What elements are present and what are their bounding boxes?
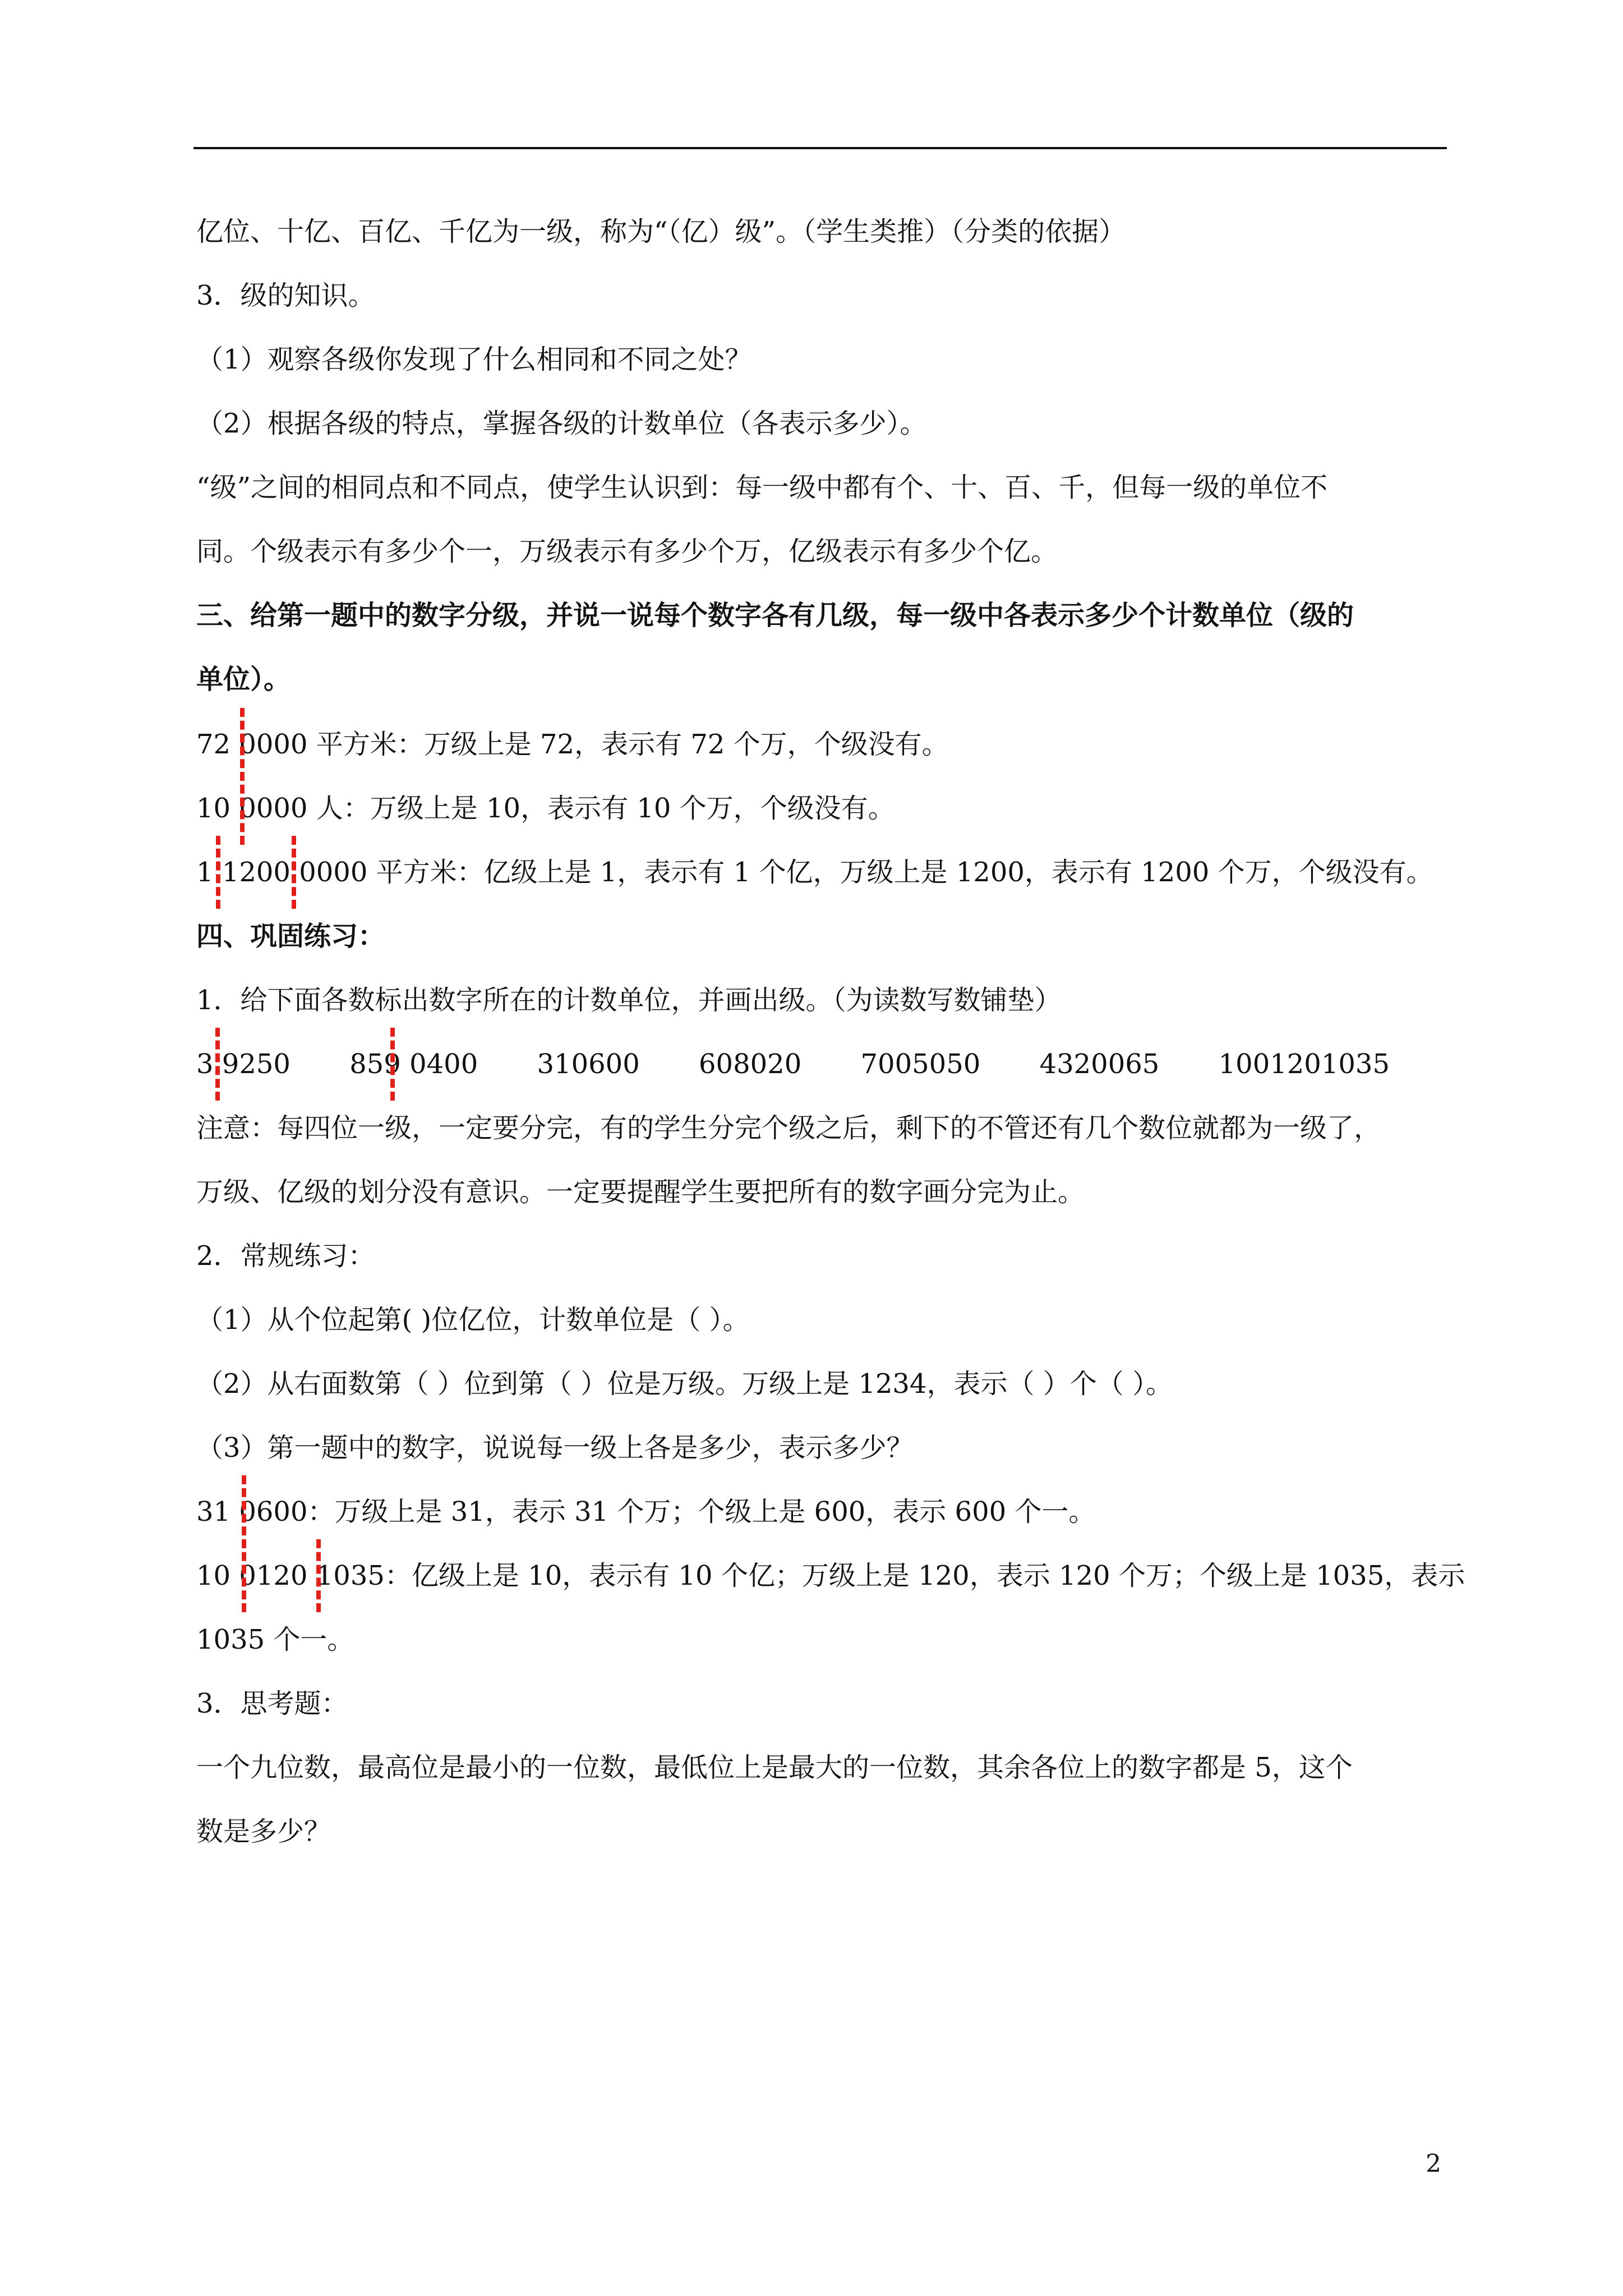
answer-line: 1035 个一。 [196, 1624, 354, 1655]
level-divider-mark [240, 708, 245, 781]
number-item: 4320065 [1039, 1048, 1160, 1080]
level-divider-mark [240, 772, 245, 845]
text-line: 亿位、十亿、百亿、千亿为一级，称为“（亿）级”。（学生类推）（分类的依据） [196, 216, 1126, 247]
level-divider-mark [242, 1539, 246, 1612]
question-line: 一个九位数，最高位是最小的一位数，最低位上是最大的一位数，其余各位上的数字都是 5，这个 [196, 1752, 1353, 1783]
example-line: 72 0000 平方米：万级上是 72，表示有 72 个万，个级没有。 [196, 729, 949, 760]
text-line: 同。个级表示有多少个一，万级表示有多少个万，亿级表示有多少个亿。 [196, 536, 1058, 567]
answer-line: 10 0120 1035：亿级上是 10，表示有 10 个亿；万级上是 120，表示 120 个万；个级上是 1035，表示 [196, 1560, 1465, 1591]
header-rule [193, 147, 1447, 149]
level-divider-mark [242, 1475, 246, 1548]
level-divider-mark [316, 1539, 321, 1612]
number-item: 3 9250 [196, 1048, 291, 1080]
number-item: 1001201035 [1218, 1048, 1390, 1080]
number-item: 608020 [699, 1048, 802, 1080]
page-number: 2 [1426, 2150, 1441, 2178]
number-item: 310600 [537, 1048, 640, 1080]
level-divider-mark [390, 1028, 395, 1101]
note-line: 注意：每四位一级，一定要分完，有的学生分完个级之后，剩下的不管还有几个数位就都为一级了， [196, 1112, 1381, 1144]
section-heading: 单位）。 [196, 664, 291, 695]
answer-line: 31 0600：万级上是 31，表示 31 个万；个级上是 600，表示 600 个一。 [196, 1496, 1096, 1527]
example-line: 10 0000 人：万级上是 10，表示有 10 个万，个级没有。 [196, 793, 895, 824]
question-line: （3）第一题中的数字，说说每一级上各是多少，表示多少？ [196, 1432, 914, 1464]
number-item: 7005050 [860, 1048, 981, 1080]
text-line: （1）观察各级你发现了什么相同和不同之处？ [196, 344, 752, 375]
number-list [196, 1047, 1450, 1081]
exercise-line: 3．思考题： [196, 1688, 348, 1719]
level-divider-mark [215, 1028, 220, 1101]
text-line: “级”之间的相同点和不同点，使学生认识到：每一级中都有个、十、百、千，但每一级的单位不 [196, 472, 1328, 503]
note-line: 万级、亿级的划分没有意识。一定要提醒学生要把所有的数字画分完为止。 [196, 1176, 1085, 1208]
exercise-line: 2．常规练习： [196, 1240, 375, 1272]
example-line: 1 1200 0000 平方米：亿级上是 1，表示有 1 个亿，万级上是 1200，表示有 1200 个万，个级没有。 [196, 857, 1433, 888]
text-line: （2）根据各级的特点，掌握各级的计数单位（各表示多少）。 [196, 408, 927, 439]
question-line: （2）从右面数第（ ）位到第（ ）位是万级。万级上是 1234，表示（ ）个（ ）。 [196, 1368, 1173, 1400]
text-line: 3．级的知识。 [196, 280, 375, 311]
section-heading: 三、给第一题中的数字分级，并说一说每个数字各有几级，每一级中各表示多少个计数单位（级的 [196, 600, 1354, 631]
exercise-line: 1．给下面各数标出数字所在的计数单位，并画出级。（为读数写数铺垫） [196, 984, 1062, 1016]
number-item: 859 0400 [349, 1048, 478, 1080]
level-divider-mark [216, 836, 220, 909]
section-heading: 四、巩固练习： [196, 921, 385, 952]
question-line: （1）从个位起第( )位亿位，计数单位是（ ）。 [196, 1304, 750, 1336]
level-divider-mark [292, 836, 296, 909]
question-line: 数是多少？ [196, 1816, 331, 1847]
